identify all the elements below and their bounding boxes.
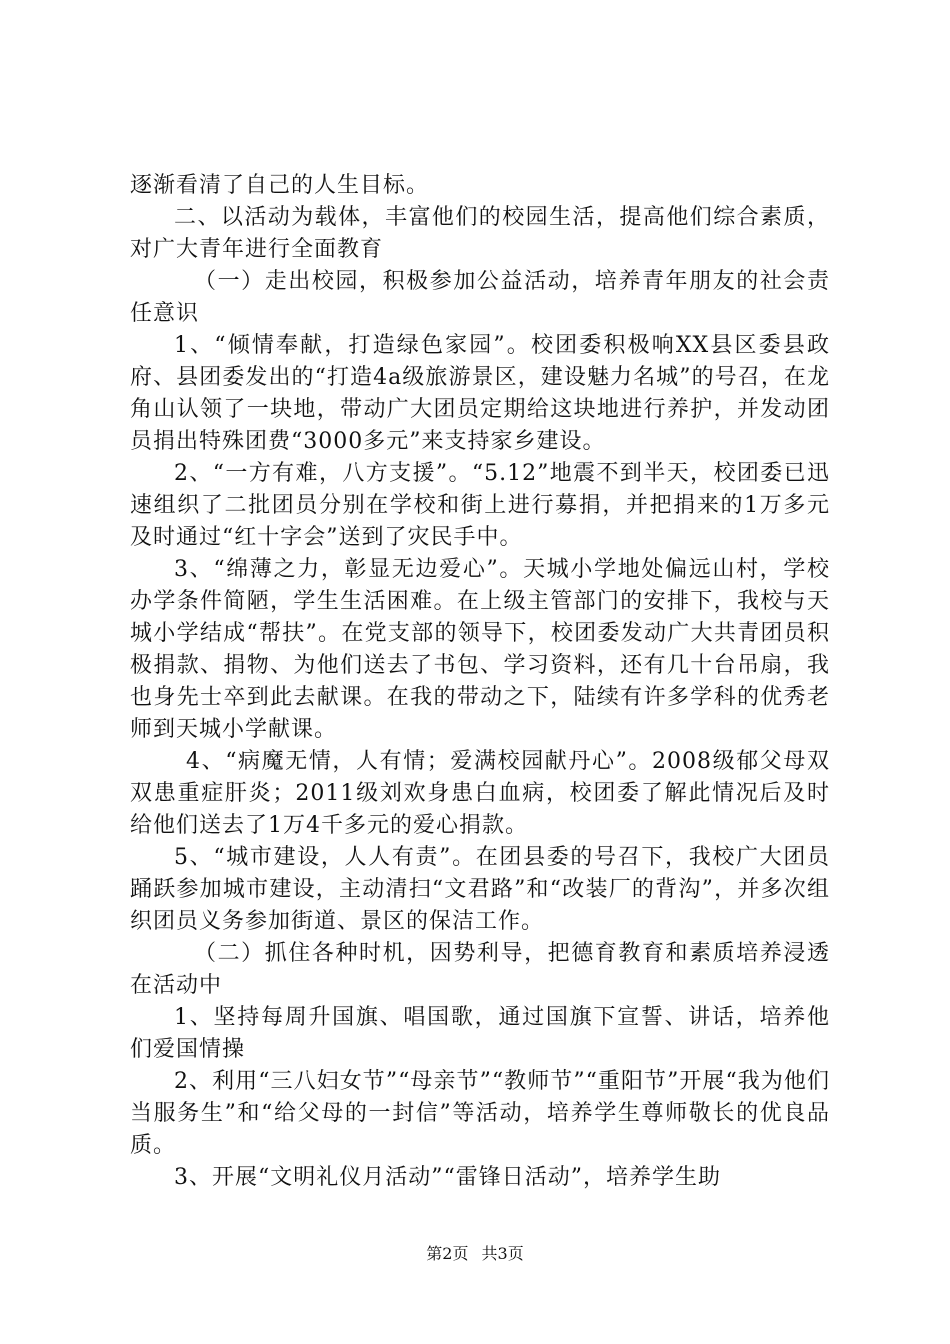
list-item-1: 1、“倾情奉献，打造绿色家园”。校团委积极响XX县区委县政府、县团委发出的“打造4a级旅游景区，建设魅力名城”的号召，在龙角山认领了一块地，带动广大团员定期给这块地进行养护，并发动团员捐出特殊团费“3000多元”来支持家乡建设。 — [130, 333, 830, 454]
list-item-3: 3、“绵薄之力，彰显无边爱心”。天城小学地处偏远山村，学校办学条件简陋，学生生活困难。在上级主管部门的安排下，我校与天城小学结成“帮扶”。在党支部的领导下，校团委发动广大共青团员积极捐款、捐物、为他们送去了书包、学习资料，还有几十台吊扇，我也身先士卒到此去献课。在我的带动之下，陆续有许多学科的优秀老师到天城小学献课。 — [130, 557, 830, 742]
paragraph-continuation: 逐渐看清了自己的人生目标。 — [130, 173, 430, 198]
page-number: 第2页 — [426, 1244, 469, 1263]
subsection-heading-1: （一）走出校园，积极参加公益活动，培养青年朋友的社会责任意识 — [130, 269, 830, 326]
document-body — [130, 170, 830, 1194]
section-heading-2: 二、以活动为载体，丰富他们的校园生活，提高他们综合素质，对广大青年进行全面教育 — [130, 205, 830, 262]
list-item-8: 3、开展“文明礼仪月活动”“雷锋日活动”，培养学生助 — [174, 1165, 721, 1190]
subsection-heading-2: （二）抓住各种时机，因势利导，把德育教育和素质培养浸透在活动中 — [130, 941, 830, 998]
list-item-4: 4、“病魔无情，人有情；爱满校园献丹心”。2008级郁父母双双患重症肝炎；2011级刘欢身患白血病，校团委了解此情况后及时给他们送去了1万4千多元的爱心捐款。 — [130, 749, 830, 838]
page-total: 共3页 — [481, 1244, 524, 1263]
list-item-2: 2、“一方有难，八方支援”。“5.12”地震不到半天，校团委已迅速组织了二批团员分别在学校和街上进行募捐，并把捐来的1万多元及时通过“红十字会”送到了灾民手中。 — [130, 461, 830, 550]
list-item-7: 2、利用“三八妇女节”“母亲节”“教师节”“重阳节”开展“我为他们当服务生”和“给父母的一封信”等活动，培养学生尊师敬长的优良品质。 — [130, 1069, 830, 1158]
page-footer — [0, 1244, 950, 1264]
list-item-6: 1、坚持每周升国旗、唱国歌，通过国旗下宣誓、讲话，培养他们爱国情操 — [130, 1005, 830, 1062]
list-item-5: 5、“城市建设，人人有责”。在团县委的号召下，我校广大团员踊跃参加城市建设，主动清扫“文君路”和“改装厂的背沟”，并多次组织团员义务参加街道、景区的保洁工作。 — [130, 845, 830, 934]
